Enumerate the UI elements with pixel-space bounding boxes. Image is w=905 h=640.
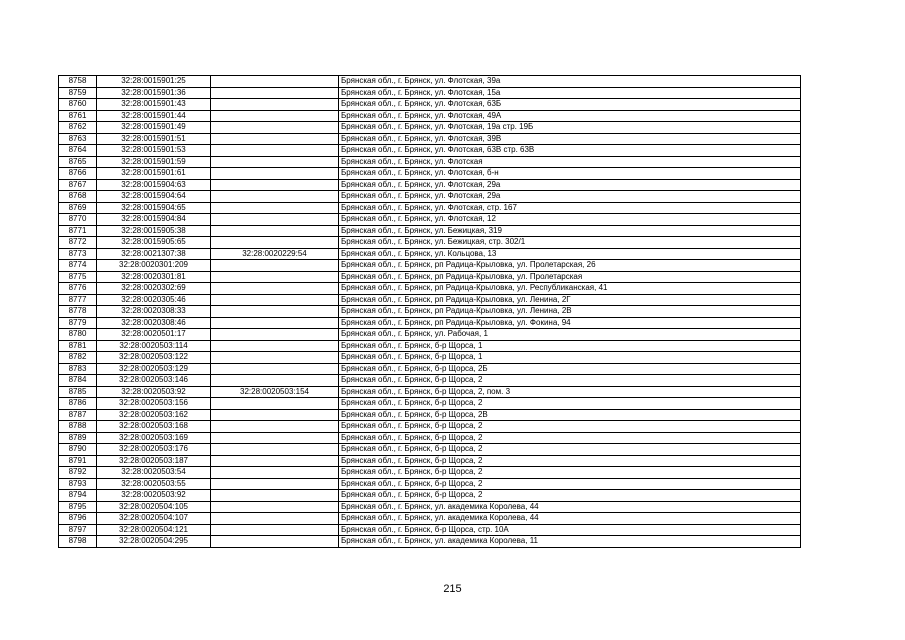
previous-cadastral-number-cell <box>211 260 339 272</box>
previous-cadastral-number-cell <box>211 306 339 318</box>
previous-cadastral-number-cell <box>211 363 339 375</box>
address-cell: Брянская обл., г. Брянск, ул. академика Королева, 44 <box>339 501 801 513</box>
cadastral-number-cell: 32:28:0020503:92 <box>97 386 211 398</box>
cadastral-number-cell: 32:28:0020503:114 <box>97 340 211 352</box>
previous-cadastral-number-cell <box>211 133 339 145</box>
address-cell: Брянская обл., г. Брянск, б-р Щорса, 2 <box>339 444 801 456</box>
row-number-cell: 8769 <box>59 202 97 214</box>
address-cell: Брянская обл., г. Брянск, б-р Щорса, 2Б <box>339 363 801 375</box>
table-row <box>59 363 801 375</box>
address-cell: Брянская обл., г. Брянск, ул. Флотская <box>339 156 801 168</box>
cadastral-number-cell: 32:28:0020504:105 <box>97 501 211 513</box>
cadastral-number-cell: 32:28:0020501:17 <box>97 329 211 341</box>
address-cell: Брянская обл., г. Брянск, б-р Щорса, 2 <box>339 478 801 490</box>
cadastral-number-cell: 32:28:0015901:61 <box>97 168 211 180</box>
address-cell: Брянская обл., г. Брянск, б-р Щорса, 2 <box>339 490 801 502</box>
address-cell: Брянская обл., г. Брянск, б-р Щорса, 1 <box>339 340 801 352</box>
cadastral-number-cell: 32:28:0020305:46 <box>97 294 211 306</box>
page-number: 215 <box>443 583 462 595</box>
table-row <box>59 536 801 548</box>
row-number-cell: 8784 <box>59 375 97 387</box>
previous-cadastral-number-cell <box>211 271 339 283</box>
table-row <box>59 340 801 352</box>
address-cell: Брянская обл., г. Брянск, рп Радица-Крыловка, ул. Ленина, 2Г <box>339 294 801 306</box>
table-row <box>59 444 801 456</box>
row-number-cell: 8775 <box>59 271 97 283</box>
address-cell: Брянская обл., г. Брянск, рп Радица-Крыловка, ул. Фокина, 94 <box>339 317 801 329</box>
table-row <box>59 168 801 180</box>
cadastral-number-cell: 32:28:0015901:25 <box>97 76 211 88</box>
table-row <box>59 271 801 283</box>
cadastral-number-cell: 32:28:0020308:33 <box>97 306 211 318</box>
previous-cadastral-number-cell <box>211 398 339 410</box>
cadastral-number-cell: 32:28:0015901:53 <box>97 145 211 157</box>
address-cell: Брянская обл., г. Брянск, ул. Флотская, 39В <box>339 133 801 145</box>
table-row <box>59 87 801 99</box>
cadastral-number-cell: 32:28:0015905:65 <box>97 237 211 249</box>
cadastral-number-cell: 32:28:0020503:169 <box>97 432 211 444</box>
row-number-cell: 8774 <box>59 260 97 272</box>
previous-cadastral-number-cell <box>211 168 339 180</box>
table-row <box>59 133 801 145</box>
previous-cadastral-number-cell <box>211 99 339 111</box>
previous-cadastral-number-cell <box>211 478 339 490</box>
table-row <box>59 283 801 295</box>
address-cell: Брянская обл., г. Брянск, б-р Щорса, 2, пом. 3 <box>339 386 801 398</box>
previous-cadastral-number-cell <box>211 145 339 157</box>
previous-cadastral-number-cell <box>211 513 339 525</box>
cadastral-number-cell: 32:28:0020503:55 <box>97 478 211 490</box>
table-row <box>59 501 801 513</box>
previous-cadastral-number-cell <box>211 317 339 329</box>
address-cell: Брянская обл., г. Брянск, ул. Бежицкая, стр. 302/1 <box>339 237 801 249</box>
cadastral-number-cell: 32:28:0020503:129 <box>97 363 211 375</box>
row-number-cell: 8771 <box>59 225 97 237</box>
cadastral-number-cell: 32:28:0015901:36 <box>97 87 211 99</box>
table-row <box>59 306 801 318</box>
row-number-cell: 8791 <box>59 455 97 467</box>
row-number-cell: 8758 <box>59 76 97 88</box>
cadastral-number-cell: 32:28:0020504:107 <box>97 513 211 525</box>
address-cell: Брянская обл., г. Брянск, ул. Флотская, 49А <box>339 110 801 122</box>
cadastral-number-cell: 32:28:0015901:51 <box>97 133 211 145</box>
previous-cadastral-number-cell <box>211 501 339 513</box>
cadastral-number-cell: 32:28:0015904:84 <box>97 214 211 226</box>
row-number-cell: 8798 <box>59 536 97 548</box>
previous-cadastral-number-cell <box>211 202 339 214</box>
address-cell: Брянская обл., г. Брянск, ул. Флотская, 29а <box>339 179 801 191</box>
address-cell: Брянская обл., г. Брянск, б-р Щорса, 2 <box>339 421 801 433</box>
row-number-cell: 8764 <box>59 145 97 157</box>
row-number-cell: 8782 <box>59 352 97 364</box>
row-number-cell: 8776 <box>59 283 97 295</box>
row-number-cell: 8777 <box>59 294 97 306</box>
table-row <box>59 329 801 341</box>
row-number-cell: 8781 <box>59 340 97 352</box>
row-number-cell: 8763 <box>59 133 97 145</box>
row-number-cell: 8772 <box>59 237 97 249</box>
cadastral-number-cell: 32:28:0021307:38 <box>97 248 211 260</box>
row-number-cell: 8795 <box>59 501 97 513</box>
cadastral-number-cell: 32:28:0020503:168 <box>97 421 211 433</box>
previous-cadastral-number-cell <box>211 283 339 295</box>
previous-cadastral-number-cell <box>211 340 339 352</box>
table-row <box>59 248 801 260</box>
cadastral-number-cell: 32:28:0015901:43 <box>97 99 211 111</box>
address-cell: Брянская обл., г. Брянск, рп Радица-Крыловка, ул. Пролетарская, 26 <box>339 260 801 272</box>
cadastral-number-cell: 32:28:0020503:176 <box>97 444 211 456</box>
row-number-cell: 8768 <box>59 191 97 203</box>
cadastral-number-cell: 32:28:0015901:59 <box>97 156 211 168</box>
previous-cadastral-number-cell <box>211 156 339 168</box>
cadastral-number-cell: 32:28:0015901:44 <box>97 110 211 122</box>
previous-cadastral-number-cell: 32:28:0020503:154 <box>211 386 339 398</box>
row-number-cell: 8780 <box>59 329 97 341</box>
previous-cadastral-number-cell <box>211 329 339 341</box>
row-number-cell: 8790 <box>59 444 97 456</box>
row-number-cell: 8796 <box>59 513 97 525</box>
previous-cadastral-number-cell <box>211 444 339 456</box>
table-row <box>59 99 801 111</box>
table-row <box>59 260 801 272</box>
address-cell: Брянская обл., г. Брянск, б-р Щорса, 2 <box>339 467 801 479</box>
cadastral-number-cell: 32:28:0020503:122 <box>97 352 211 364</box>
row-number-cell: 8762 <box>59 122 97 134</box>
previous-cadastral-number-cell <box>211 110 339 122</box>
previous-cadastral-number-cell <box>211 375 339 387</box>
table-row <box>59 467 801 479</box>
table-row <box>59 76 801 88</box>
row-number-cell: 8783 <box>59 363 97 375</box>
row-number-cell: 8779 <box>59 317 97 329</box>
previous-cadastral-number-cell <box>211 214 339 226</box>
previous-cadastral-number-cell <box>211 76 339 88</box>
cadastral-number-cell: 32:28:0020503:156 <box>97 398 211 410</box>
previous-cadastral-number-cell <box>211 455 339 467</box>
address-cell: Брянская обл., г. Брянск, ул. академика Королева, 11 <box>339 536 801 548</box>
address-cell: Брянская обл., г. Брянск, б-р Щорса, 2 <box>339 455 801 467</box>
table-row <box>59 524 801 536</box>
address-cell: Брянская обл., г. Брянск, рп Радица-Крыловка, ул. Пролетарская <box>339 271 801 283</box>
cadastral-number-cell: 32:28:0020302:69 <box>97 283 211 295</box>
table-row <box>59 145 801 157</box>
table-row <box>59 317 801 329</box>
previous-cadastral-number-cell <box>211 294 339 306</box>
table-row <box>59 179 801 191</box>
address-cell: Брянская обл., г. Брянск, б-р Щорса, 2В <box>339 409 801 421</box>
address-cell: Брянская обл., г. Брянск, ул. Рабочая, 1 <box>339 329 801 341</box>
address-cell: Брянская обл., г. Брянск, ул. Флотская, 19а стр. 19Б <box>339 122 801 134</box>
row-number-cell: 8793 <box>59 478 97 490</box>
previous-cadastral-number-cell: 32:28:0020229:54 <box>211 248 339 260</box>
row-number-cell: 8792 <box>59 467 97 479</box>
row-number-cell: 8770 <box>59 214 97 226</box>
cadastral-number-cell: 32:28:0015904:65 <box>97 202 211 214</box>
table-row <box>59 352 801 364</box>
cadastral-number-cell: 32:28:0020301:209 <box>97 260 211 272</box>
cadastral-number-cell: 32:28:0020308:46 <box>97 317 211 329</box>
cadastral-number-cell: 32:28:0020503:92 <box>97 490 211 502</box>
row-number-cell: 8778 <box>59 306 97 318</box>
table-row <box>59 421 801 433</box>
address-cell: Брянская обл., г. Брянск, б-р Щорса, 2 <box>339 375 801 387</box>
row-number-cell: 8766 <box>59 168 97 180</box>
row-number-cell: 8767 <box>59 179 97 191</box>
cadastral-number-cell: 32:28:0020504:295 <box>97 536 211 548</box>
address-cell: Брянская обл., г. Брянск, б-р Щорса, 2 <box>339 398 801 410</box>
cadastral-number-cell: 32:28:0020503:146 <box>97 375 211 387</box>
address-cell: Брянская обл., г. Брянск, б-р Щорса, 2 <box>339 432 801 444</box>
address-cell: Брянская обл., г. Брянск, ул. Флотская, б-н <box>339 168 801 180</box>
table-row <box>59 191 801 203</box>
row-number-cell: 8787 <box>59 409 97 421</box>
row-number-cell: 8765 <box>59 156 97 168</box>
cadastral-number-cell: 32:28:0020504:121 <box>97 524 211 536</box>
previous-cadastral-number-cell <box>211 432 339 444</box>
cadastral-number-cell: 32:28:0015904:63 <box>97 179 211 191</box>
table-row <box>59 122 801 134</box>
row-number-cell: 8797 <box>59 524 97 536</box>
cadastral-number-cell: 32:28:0020503:54 <box>97 467 211 479</box>
previous-cadastral-number-cell <box>211 490 339 502</box>
row-number-cell: 8788 <box>59 421 97 433</box>
address-cell: Брянская обл., г. Брянск, ул. Флотская, 63Б <box>339 99 801 111</box>
table-row <box>59 490 801 502</box>
address-cell: Брянская обл., г. Брянск, б-р Щорса, стр. 10А <box>339 524 801 536</box>
registry-table <box>58 75 801 548</box>
table-row <box>59 432 801 444</box>
table-row <box>59 110 801 122</box>
table-row <box>59 214 801 226</box>
row-number-cell: 8761 <box>59 110 97 122</box>
cadastral-number-cell: 32:28:0020503:162 <box>97 409 211 421</box>
table-row <box>59 375 801 387</box>
address-cell: Брянская обл., г. Брянск, ул. Флотская, 39а <box>339 76 801 88</box>
previous-cadastral-number-cell <box>211 237 339 249</box>
row-number-cell: 8786 <box>59 398 97 410</box>
address-cell: Брянская обл., г. Брянск, ул. Флотская, 12 <box>339 214 801 226</box>
previous-cadastral-number-cell <box>211 536 339 548</box>
address-cell: Брянская обл., г. Брянск, ул. академика Королева, 44 <box>339 513 801 525</box>
cadastral-number-cell: 32:28:0020301:81 <box>97 271 211 283</box>
table-row <box>59 386 801 398</box>
row-number-cell: 8785 <box>59 386 97 398</box>
table-row <box>59 156 801 168</box>
address-cell: Брянская обл., г. Брянск, рп Радица-Крыловка, ул. Ленина, 2В <box>339 306 801 318</box>
previous-cadastral-number-cell <box>211 409 339 421</box>
table-row <box>59 478 801 490</box>
previous-cadastral-number-cell <box>211 225 339 237</box>
row-number-cell: 8759 <box>59 87 97 99</box>
address-cell: Брянская обл., г. Брянск, ул. Флотская, 29а <box>339 191 801 203</box>
address-cell: Брянская обл., г. Брянск, б-р Щорса, 1 <box>339 352 801 364</box>
previous-cadastral-number-cell <box>211 421 339 433</box>
table-row <box>59 294 801 306</box>
address-cell: Брянская обл., г. Брянск, ул. Флотская, стр. 167 <box>339 202 801 214</box>
address-cell: Брянская обл., г. Брянск, рп Радица-Крыловка, ул. Республиканская, 41 <box>339 283 801 295</box>
row-number-cell: 8794 <box>59 490 97 502</box>
address-cell: Брянская обл., г. Брянск, ул. Флотская, 15а <box>339 87 801 99</box>
previous-cadastral-number-cell <box>211 122 339 134</box>
previous-cadastral-number-cell <box>211 87 339 99</box>
previous-cadastral-number-cell <box>211 179 339 191</box>
table-row <box>59 202 801 214</box>
table-row <box>59 225 801 237</box>
previous-cadastral-number-cell <box>211 191 339 203</box>
cadastral-number-cell: 32:28:0015904:64 <box>97 191 211 203</box>
previous-cadastral-number-cell <box>211 352 339 364</box>
table-row <box>59 513 801 525</box>
cadastral-number-cell: 32:28:0015905:38 <box>97 225 211 237</box>
row-number-cell: 8789 <box>59 432 97 444</box>
previous-cadastral-number-cell <box>211 467 339 479</box>
row-number-cell: 8760 <box>59 99 97 111</box>
row-number-cell: 8773 <box>59 248 97 260</box>
table-row <box>59 237 801 249</box>
previous-cadastral-number-cell <box>211 524 339 536</box>
table-row <box>59 409 801 421</box>
cadastral-number-cell: 32:28:0020503:187 <box>97 455 211 467</box>
address-cell: Брянская обл., г. Брянск, ул. Бежицкая, 319 <box>339 225 801 237</box>
table-row <box>59 455 801 467</box>
cadastral-number-cell: 32:28:0015901:49 <box>97 122 211 134</box>
table-row <box>59 398 801 410</box>
registry-table-body <box>59 76 801 548</box>
address-cell: Брянская обл., г. Брянск, ул. Флотская, 63В стр. 63В <box>339 145 801 157</box>
address-cell: Брянская обл., г. Брянск, ул. Кольцова, 13 <box>339 248 801 260</box>
